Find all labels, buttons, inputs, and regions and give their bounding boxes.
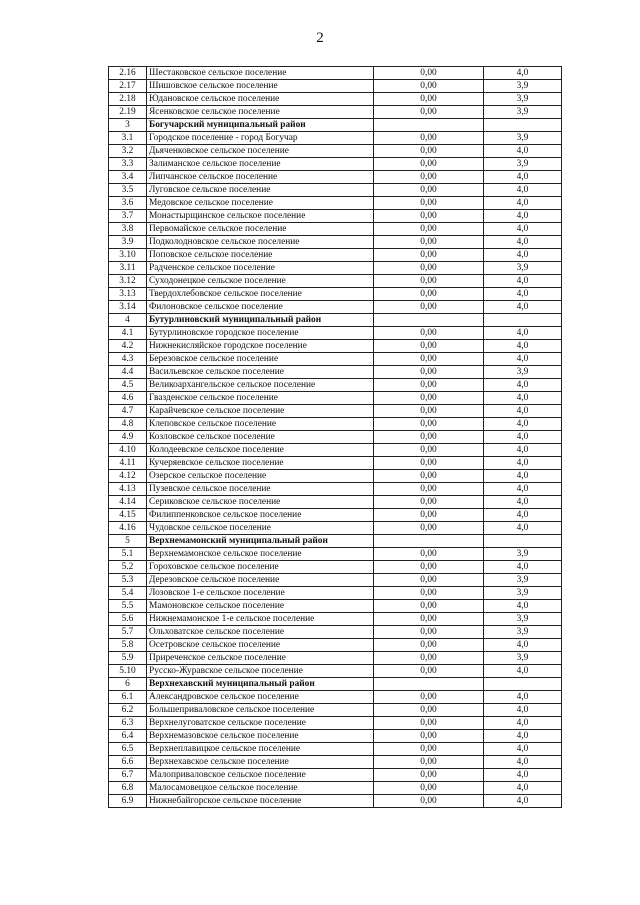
settlement-name: Козловское сельское поселение xyxy=(147,431,374,444)
value-col-1: 0,00 xyxy=(374,522,484,535)
table-row xyxy=(109,249,562,262)
table-row xyxy=(109,67,562,80)
value-col-1: 0,00 xyxy=(374,145,484,158)
row-number: 5.3 xyxy=(109,574,147,587)
value-col-1: 0,00 xyxy=(374,93,484,106)
settlement-name: Радченское сельское поселение xyxy=(147,262,374,275)
table-row xyxy=(109,379,562,392)
value-col-1: 0,00 xyxy=(374,223,484,236)
table-row xyxy=(109,444,562,457)
value-col-2 xyxy=(484,314,562,327)
value-col-1 xyxy=(374,678,484,691)
value-col-2: 4,0 xyxy=(484,704,562,717)
row-number: 6 xyxy=(109,678,147,691)
row-number: 4.12 xyxy=(109,470,147,483)
row-number: 5.7 xyxy=(109,626,147,639)
settlement-name: Поповское сельское поселение xyxy=(147,249,374,262)
value-col-2: 4,0 xyxy=(484,431,562,444)
row-number: 3.8 xyxy=(109,223,147,236)
row-number: 4.5 xyxy=(109,379,147,392)
value-col-1: 0,00 xyxy=(374,106,484,119)
value-col-2: 4,0 xyxy=(484,444,562,457)
table-row xyxy=(109,171,562,184)
settlement-name: Городское поселение - город Богучар xyxy=(147,132,374,145)
row-number: 4.10 xyxy=(109,444,147,457)
value-col-2: 3,9 xyxy=(484,158,562,171)
settlement-name: Луговское сельское поселение xyxy=(147,184,374,197)
value-col-1: 0,00 xyxy=(374,249,484,262)
value-col-2 xyxy=(484,535,562,548)
value-col-1: 0,00 xyxy=(374,626,484,639)
settlement-name: Озерское сельское поселение xyxy=(147,470,374,483)
value-col-2: 4,0 xyxy=(484,795,562,808)
settlement-name: Карайчевское сельское поселение xyxy=(147,405,374,418)
settlement-name: Залиманское сельское поселение xyxy=(147,158,374,171)
value-col-1: 0,00 xyxy=(374,470,484,483)
value-col-1: 0,00 xyxy=(374,431,484,444)
table-row xyxy=(109,730,562,743)
table-row xyxy=(109,223,562,236)
value-col-1: 0,00 xyxy=(374,444,484,457)
row-number: 4.16 xyxy=(109,522,147,535)
settlement-name: Ясенковское сельское поселение xyxy=(147,106,374,119)
value-col-1: 0,00 xyxy=(374,236,484,249)
value-col-1: 0,00 xyxy=(374,548,484,561)
row-number: 4.14 xyxy=(109,496,147,509)
settlement-name: Филоновское сельское поселение xyxy=(147,301,374,314)
table-row xyxy=(109,665,562,678)
value-col-2: 4,0 xyxy=(484,769,562,782)
value-col-1: 0,00 xyxy=(374,171,484,184)
value-col-1: 0,00 xyxy=(374,795,484,808)
district-header-row xyxy=(109,119,562,132)
table-row xyxy=(109,184,562,197)
value-col-1: 0,00 xyxy=(374,639,484,652)
value-col-2: 4,0 xyxy=(484,379,562,392)
value-col-1: 0,00 xyxy=(374,340,484,353)
settlement-name: Нижнемамонское 1-е сельское поселение xyxy=(147,613,374,626)
table-row xyxy=(109,457,562,470)
row-number: 5.9 xyxy=(109,652,147,665)
value-col-2: 4,0 xyxy=(484,353,562,366)
row-number: 4.2 xyxy=(109,340,147,353)
value-col-1: 0,00 xyxy=(374,392,484,405)
settlement-name: Великоархангельское сельское поселение xyxy=(147,379,374,392)
table-row xyxy=(109,769,562,782)
value-col-2: 4,0 xyxy=(484,665,562,678)
row-number: 3.3 xyxy=(109,158,147,171)
value-col-1: 0,00 xyxy=(374,652,484,665)
row-number: 6.4 xyxy=(109,730,147,743)
settlement-name: Пузевское сельское поселение xyxy=(147,483,374,496)
settlement-name: Юдановское сельское поселение xyxy=(147,93,374,106)
row-number: 3 xyxy=(109,119,147,132)
settlement-name: Клеповское сельское поселение xyxy=(147,418,374,431)
settlement-name: Медовское сельское поселение xyxy=(147,197,374,210)
value-col-1: 0,00 xyxy=(374,665,484,678)
value-col-2: 4,0 xyxy=(484,717,562,730)
row-number: 3.1 xyxy=(109,132,147,145)
table-row xyxy=(109,392,562,405)
table-row xyxy=(109,275,562,288)
value-col-1: 0,00 xyxy=(374,353,484,366)
table-row xyxy=(109,470,562,483)
table-row xyxy=(109,418,562,431)
settlement-name: Верхнемазовское сельское поселение xyxy=(147,730,374,743)
value-col-1: 0,00 xyxy=(374,782,484,795)
settlement-name: Верхнехавское сельское поселение xyxy=(147,756,374,769)
value-col-1: 0,00 xyxy=(374,158,484,171)
settlement-name: Ольховатское сельское поселение xyxy=(147,626,374,639)
value-col-2: 4,0 xyxy=(484,288,562,301)
row-number: 3.5 xyxy=(109,184,147,197)
row-number: 3.7 xyxy=(109,210,147,223)
value-col-1: 0,00 xyxy=(374,301,484,314)
table-row xyxy=(109,483,562,496)
district-header-row xyxy=(109,535,562,548)
value-col-1: 0,00 xyxy=(374,184,484,197)
table-row xyxy=(109,522,562,535)
value-col-1: 0,00 xyxy=(374,561,484,574)
settlement-name: Кучеряевское сельское поселение xyxy=(147,457,374,470)
value-col-2: 4,0 xyxy=(484,782,562,795)
settlement-name: Колодеевское сельское поселение xyxy=(147,444,374,457)
value-col-2: 3,9 xyxy=(484,132,562,145)
table-row xyxy=(109,327,562,340)
settlement-name: Чудовское сельское поселение xyxy=(147,522,374,535)
row-number: 6.7 xyxy=(109,769,147,782)
value-col-1: 0,00 xyxy=(374,574,484,587)
value-col-2: 4,0 xyxy=(484,197,562,210)
value-col-1: 0,00 xyxy=(374,509,484,522)
settlement-name: Монастырщинское сельское поселение xyxy=(147,210,374,223)
value-col-2: 4,0 xyxy=(484,743,562,756)
value-col-2: 3,9 xyxy=(484,106,562,119)
table-row xyxy=(109,288,562,301)
settlement-name: Русско-Журавское сельское поселение xyxy=(147,665,374,678)
settlement-name: Приреченское сельское поселение xyxy=(147,652,374,665)
settlement-name: Дерезовское сельское поселение xyxy=(147,574,374,587)
value-col-2: 3,9 xyxy=(484,80,562,93)
table-row xyxy=(109,587,562,600)
value-col-2: 4,0 xyxy=(484,405,562,418)
row-number: 6.9 xyxy=(109,795,147,808)
value-col-1: 0,00 xyxy=(374,132,484,145)
value-col-2: 3,9 xyxy=(484,366,562,379)
table-row xyxy=(109,236,562,249)
row-number: 4.1 xyxy=(109,327,147,340)
row-number: 4.8 xyxy=(109,418,147,431)
table-row xyxy=(109,93,562,106)
settlement-name: Верхнемамонское сельское поселение xyxy=(147,548,374,561)
value-col-1: 0,00 xyxy=(374,457,484,470)
table-row xyxy=(109,652,562,665)
settlement-name: Александровское сельское поселение xyxy=(147,691,374,704)
row-number: 2.19 xyxy=(109,106,147,119)
value-col-2: 3,9 xyxy=(484,626,562,639)
table-row xyxy=(109,145,562,158)
settlement-name: Малоприваловское сельское поселение xyxy=(147,769,374,782)
table-row xyxy=(109,574,562,587)
table-row xyxy=(109,717,562,730)
settlements-table xyxy=(108,66,562,808)
value-col-1: 0,00 xyxy=(374,717,484,730)
row-number: 4.3 xyxy=(109,353,147,366)
value-col-2: 4,0 xyxy=(484,522,562,535)
settlement-name: Гороховское сельское поселение xyxy=(147,561,374,574)
value-col-2: 4,0 xyxy=(484,691,562,704)
settlement-name: Березовское сельское поселение xyxy=(147,353,374,366)
value-col-2: 3,9 xyxy=(484,574,562,587)
row-number: 4.13 xyxy=(109,483,147,496)
value-col-2: 4,0 xyxy=(484,275,562,288)
settlement-name: Нижнебайгорское сельское поселение xyxy=(147,795,374,808)
value-col-2: 3,9 xyxy=(484,93,562,106)
settlement-name: Верхнелуговатское сельское поселение xyxy=(147,717,374,730)
row-number: 4.11 xyxy=(109,457,147,470)
settlement-name: Верхнемамонский муниципальный район xyxy=(147,535,374,548)
table-row xyxy=(109,613,562,626)
row-number: 5.1 xyxy=(109,548,147,561)
settlement-name: Осетровское сельское поселение xyxy=(147,639,374,652)
value-col-2: 4,0 xyxy=(484,730,562,743)
row-number: 2.16 xyxy=(109,67,147,80)
settlement-name: Твердохлебовское сельское поселение xyxy=(147,288,374,301)
value-col-2: 3,9 xyxy=(484,587,562,600)
value-col-2: 4,0 xyxy=(484,145,562,158)
settlement-name: Гвазденское сельское поселение xyxy=(147,392,374,405)
table-row xyxy=(109,626,562,639)
table-row xyxy=(109,795,562,808)
settlement-name: Сериковское сельское поселение xyxy=(147,496,374,509)
value-col-2: 4,0 xyxy=(484,639,562,652)
value-col-2: 4,0 xyxy=(484,457,562,470)
row-number: 5.10 xyxy=(109,665,147,678)
value-col-1: 0,00 xyxy=(374,80,484,93)
value-col-2: 4,0 xyxy=(484,171,562,184)
value-col-2: 3,9 xyxy=(484,652,562,665)
row-number: 4 xyxy=(109,314,147,327)
row-number: 6.6 xyxy=(109,756,147,769)
table-row xyxy=(109,210,562,223)
value-col-1: 0,00 xyxy=(374,262,484,275)
table-row xyxy=(109,743,562,756)
value-col-2: 4,0 xyxy=(484,301,562,314)
district-header-row xyxy=(109,314,562,327)
settlement-name: Шишовское сельское поселение xyxy=(147,80,374,93)
value-col-1: 0,00 xyxy=(374,587,484,600)
value-col-1: 0,00 xyxy=(374,366,484,379)
settlement-name: Бутурлиновское городское поселение xyxy=(147,327,374,340)
value-col-1: 0,00 xyxy=(374,327,484,340)
settlement-name: Подколодновское сельское поселение xyxy=(147,236,374,249)
row-number: 6.1 xyxy=(109,691,147,704)
settlement-name: Дьяченковское сельское поселение xyxy=(147,145,374,158)
table-row xyxy=(109,561,562,574)
value-col-1: 0,00 xyxy=(374,275,484,288)
value-col-2 xyxy=(484,119,562,132)
settlement-name: Малосамовецкое сельское поселение xyxy=(147,782,374,795)
row-number: 6.5 xyxy=(109,743,147,756)
value-col-2: 4,0 xyxy=(484,249,562,262)
row-number: 6.8 xyxy=(109,782,147,795)
settlement-name: Первомайское сельское поселение xyxy=(147,223,374,236)
row-number: 3.10 xyxy=(109,249,147,262)
table-row xyxy=(109,600,562,613)
settlement-name: Шестаковское сельское поселение xyxy=(147,67,374,80)
row-number: 3.6 xyxy=(109,197,147,210)
settlement-name: Верхнеплавицкое сельское поселение xyxy=(147,743,374,756)
row-number: 5.4 xyxy=(109,587,147,600)
table-row xyxy=(109,366,562,379)
row-number: 5.6 xyxy=(109,613,147,626)
table-row xyxy=(109,405,562,418)
value-col-2: 4,0 xyxy=(484,392,562,405)
row-number: 4.6 xyxy=(109,392,147,405)
row-number: 3.12 xyxy=(109,275,147,288)
value-col-1: 0,00 xyxy=(374,418,484,431)
settlement-name: Лозовское 1-е сельское поселение xyxy=(147,587,374,600)
district-header-row xyxy=(109,678,562,691)
table-row xyxy=(109,197,562,210)
settlement-name: Мамоновское сельское поселение xyxy=(147,600,374,613)
settlement-name: Нижнекисляйское городское поселение xyxy=(147,340,374,353)
value-col-2 xyxy=(484,678,562,691)
value-col-1: 0,00 xyxy=(374,769,484,782)
value-col-1: 0,00 xyxy=(374,613,484,626)
table-row xyxy=(109,340,562,353)
settlement-name: Верхнехавский муниципальный район xyxy=(147,678,374,691)
table-row xyxy=(109,496,562,509)
value-col-2: 4,0 xyxy=(484,600,562,613)
value-col-1: 0,00 xyxy=(374,743,484,756)
row-number: 3.2 xyxy=(109,145,147,158)
page-number: 2 xyxy=(316,30,324,46)
value-col-1: 0,00 xyxy=(374,496,484,509)
settlement-name: Филиппенковское сельское поселение xyxy=(147,509,374,522)
row-number: 4.7 xyxy=(109,405,147,418)
value-col-2: 3,9 xyxy=(484,262,562,275)
value-col-1: 0,00 xyxy=(374,730,484,743)
value-col-2: 4,0 xyxy=(484,418,562,431)
row-number: 3.13 xyxy=(109,288,147,301)
row-number: 6.3 xyxy=(109,717,147,730)
table-row xyxy=(109,509,562,522)
value-col-2: 3,9 xyxy=(484,613,562,626)
row-number: 2.17 xyxy=(109,80,147,93)
value-col-1: 0,00 xyxy=(374,691,484,704)
value-col-1: 0,00 xyxy=(374,483,484,496)
value-col-1: 0,00 xyxy=(374,288,484,301)
value-col-2: 4,0 xyxy=(484,327,562,340)
table-row xyxy=(109,262,562,275)
value-col-2: 4,0 xyxy=(484,67,562,80)
row-number: 5.5 xyxy=(109,600,147,613)
row-number: 3.9 xyxy=(109,236,147,249)
value-col-2: 4,0 xyxy=(484,210,562,223)
settlement-name: Липчанское сельское поселение xyxy=(147,171,374,184)
value-col-2: 4,0 xyxy=(484,756,562,769)
settlement-name: Васильевское сельское поселение xyxy=(147,366,374,379)
row-number: 4.9 xyxy=(109,431,147,444)
table-row xyxy=(109,158,562,171)
table-row xyxy=(109,756,562,769)
row-number: 2.18 xyxy=(109,93,147,106)
settlement-name: Богучарский муниципальный район xyxy=(147,119,374,132)
value-col-1: 0,00 xyxy=(374,197,484,210)
value-col-1: 0,00 xyxy=(374,210,484,223)
value-col-2: 4,0 xyxy=(484,496,562,509)
table-row xyxy=(109,691,562,704)
row-number: 4.4 xyxy=(109,366,147,379)
table-row xyxy=(109,782,562,795)
value-col-2: 4,0 xyxy=(484,223,562,236)
row-number: 4.15 xyxy=(109,509,147,522)
value-col-2: 4,0 xyxy=(484,340,562,353)
settlement-name: Суходонецкое сельское поселение xyxy=(147,275,374,288)
row-number: 5.2 xyxy=(109,561,147,574)
row-number: 6.2 xyxy=(109,704,147,717)
row-number: 3.4 xyxy=(109,171,147,184)
table-row xyxy=(109,431,562,444)
settlement-name: Бутурлиновский муниципальный район xyxy=(147,314,374,327)
settlement-name: Большеприваловское сельское поселение xyxy=(147,704,374,717)
value-col-2: 4,0 xyxy=(484,561,562,574)
value-col-1 xyxy=(374,535,484,548)
value-col-1: 0,00 xyxy=(374,704,484,717)
value-col-1 xyxy=(374,314,484,327)
value-col-1: 0,00 xyxy=(374,756,484,769)
value-col-1: 0,00 xyxy=(374,67,484,80)
table-row xyxy=(109,132,562,145)
row-number: 3.14 xyxy=(109,301,147,314)
value-col-1: 0,00 xyxy=(374,379,484,392)
value-col-2: 4,0 xyxy=(484,470,562,483)
table-row xyxy=(109,353,562,366)
table-row xyxy=(109,80,562,93)
value-col-1: 0,00 xyxy=(374,405,484,418)
table-row xyxy=(109,106,562,119)
table-row xyxy=(109,639,562,652)
row-number: 5 xyxy=(109,535,147,548)
value-col-2: 4,0 xyxy=(484,483,562,496)
value-col-1 xyxy=(374,119,484,132)
value-col-2: 3,9 xyxy=(484,548,562,561)
table-row xyxy=(109,548,562,561)
table-row xyxy=(109,301,562,314)
row-number: 5.8 xyxy=(109,639,147,652)
value-col-1: 0,00 xyxy=(374,600,484,613)
value-col-2: 4,0 xyxy=(484,184,562,197)
row-number: 3.11 xyxy=(109,262,147,275)
table-row xyxy=(109,704,562,717)
value-col-2: 4,0 xyxy=(484,509,562,522)
value-col-2: 4,0 xyxy=(484,236,562,249)
